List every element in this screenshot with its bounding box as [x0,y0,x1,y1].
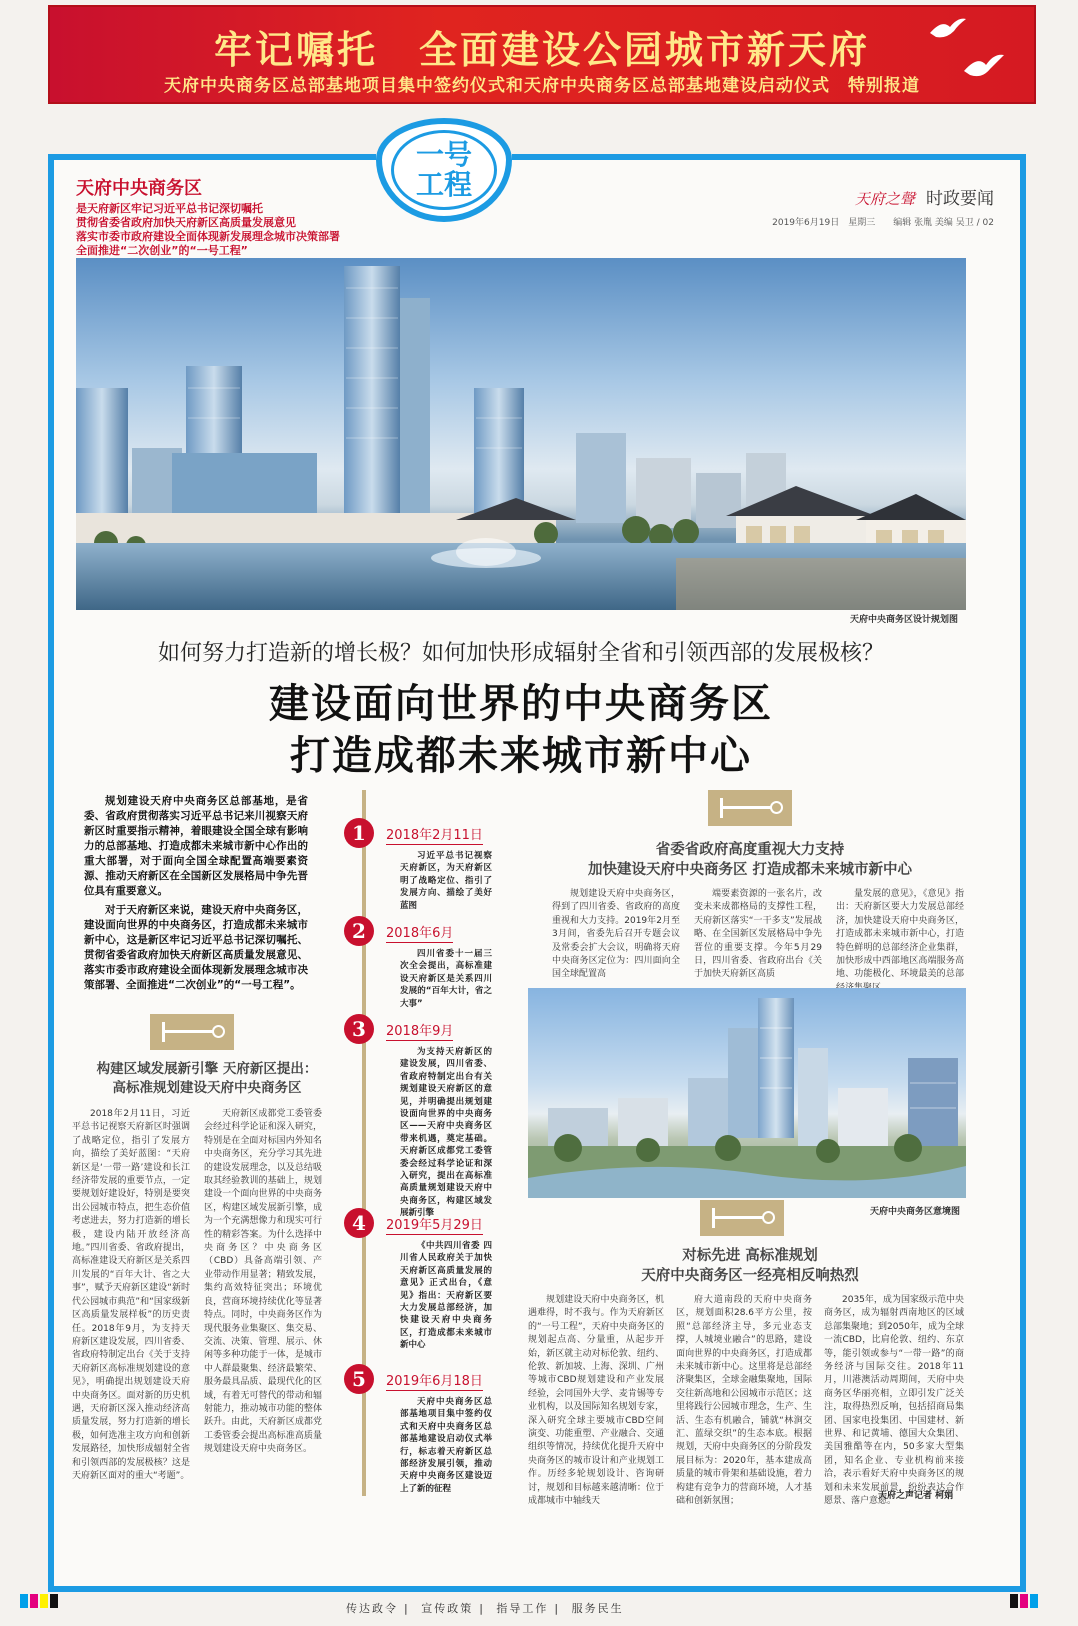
print-color-bar [50,1594,58,1608]
cbd-concept-illustration [528,988,966,1198]
cbd-skyline-illustration [76,258,966,610]
right-bottom-column-2: 府大道南段的天府中央商务区，规划面积28.6平方公里，按照“总部经济主导，多元业态支撑，人城境业融合”的思路，建设面向世界的中央商务区，打造成都未来城市新中心。这里将是总部经济聚集区，全球金融集聚地，国际交往新高地和公园城市示范区；这里将践行公园城市理念，生产、生活、生态有机融合，铺就“林涧交汇、蓝绿交织”的生态本底。根据规划，天府中央商务区的分阶段发展目标为：2020年，基本建成高质量的城市骨架和基础设施，着力构建有竞争力的营商环境，人才基础和创新氛围； [676,1295,812,1507]
timeline-text: 为支持天府新区的建设发展，四川省委、省政府特制定出台有关规划建设天府新区的意见，并明确提出规划建设面向世界的中央商务区——天府中央商务区带来机遇，奠定基础。天府新区成都党工委管委会经过科学论证和深入研究，提出在高标准高质量规划建设天府中央商务区，构建区域发展新引擎 [400,1047,492,1219]
footer-slogan: 传达政令 | 宣传政策 | 指导工作 | 服务民生 [346,1602,624,1615]
category-title: 天府中央商务区 [76,178,202,199]
image-caption: 天府中央商务区设计规划图 [850,615,959,625]
header-line: 贯彻省委省政府加快天府新区高质量发展意见 [76,216,296,229]
timeline-date: 2018年6月 [386,922,453,943]
header-left [76,174,396,258]
right-top-column-2: 端要素资源的一张名片，改变未来成都格局的支撑性工程，天府新区落实“一干多支”发展战略、在全国新区发展格局中争先晋位的重要支撑。今年5月29日，四川省委、省政府出台《关于加快天府新区高质 [694,889,822,980]
left-column-1: 2018年2月11日，习近平总书记视察天府新区时强调了战略定位，指引了发展方向，描绘了美好蓝图：“天府新区是‘一带一路’建设和长江经济带发展的重要节点，一定要规划好建设好，特别是要突出公园城市特点，把生态价值考虑进去，努力打造新的增长极，建设内陆开放经济高地。”四川省委、省政府提出，高标准建设天府新区是关系四川发展的“百年大计、省之大事”，赋予天府新区建设“新时代公园城市典范”和“国家级新区高质量发展样板”的历史责任。2018年9月，为支持天府新区建设发展，四川省委、省政府特制定出台《关于支持天府新区高标准规划建设的意见》，明确提出规划建设天府中央商务区。面对新的历史机遇，天府新区深入推动经济高质量发展，努力打造新的增长极，如何选准主攻方向和创新发展路径，加快形成辐射全省和引领西部的发展极核？这是天府新区面对的重大“考题”。 [72,1109,190,1481]
seal-text: 一号 工程 [391,130,497,210]
cbd-concept-image [528,988,966,1198]
section-name: 时政要闻 [926,189,994,209]
right-bottom-column-3: 2035年，成为国家级示范中央商务区，成为辐射西南地区的区域总部集聚地；到2050年，成为全球一流CBD，比肩伦敦、纽约、东京等，能引领或参与“一带一路”的商务经济与国际交往。2018年11月，川港澳活动周期间，天府中央商务区华丽亮相，立即引发广泛关注，取得热烈反响，包括招商局集团、国家电投集团、中国建材、新世界、和记黄埔、德国大众集团、美国雅酷等在内，50多家大型集团，知名企业、专业机构前来接洽，表示看好天府中央商务区的规划和未来发展前景，纷纷表达合作愿景、落户意愿。 [824,1295,964,1507]
right-top-subhead: 省委省政府高度重视大力支持 加快建设天府中央商务区 打造成都未来城市新中心 [587,841,913,878]
hero-illustration [76,258,966,610]
header-line: 全面推进“二次创业”的“一号工程” [76,244,248,257]
timeline-date: 2019年5月29日 [386,1214,483,1235]
left-column-2: 天府新区成都党工委管委会经过科学论证和深入研究，特别是在全面对标国内外知名中央商务区，充分学习其先进的建设发展理念，以及总结吸取其经验教训的基础上，规划建设一个面向世界的中央商务区，构建区域发展新引擎，成为一个充满想像力和现实可行性的精彩答案。为什么选择中央商务区？中央商务区（CBD）具备高端引领、产业带动作用显著；精致发展，集约高效特征突出；环境优良，营商环境持续优化等显著特点。同时，中央商务区作为现代服务业集聚区、集交易、交流、决策、管理、展示、休闲等多种功能于一体，是城市中人群最聚集、经济最繁荣、服务最具品质、最现代化的区域，有着无可替代的带动和辐射能力，推动城市功能的整体跃升。由此，天府新区成都党工委管委会提出高标准高质量规划建设天府中央商务区。 [204,1109,322,1455]
frame-top-border [512,154,1026,160]
print-color-bar [30,1594,38,1608]
dateline: 2019年6月19日 星期三 编辑 张胤 美编 吴卫 / 02 [772,218,994,228]
section-divider-icon [150,1014,234,1050]
timeline-number: 3 [344,1014,374,1044]
timeline-text: 《中共四川省委 四川省人民政府关于加快天府新区高质量发展的意见》正式出台，《意见》指出：天府新区要大力发展总部经济，加快建设天府中央商务区，打造成都未来城市新中心 [400,1241,492,1351]
timeline-number: 2 [344,916,374,946]
brand-logo: 天府之聲 [854,190,915,208]
intro-paragraph: 规划建设天府中央商务区总部基地，是省委、省政府贯彻落实习近平总书记来川视察天府新区时重要指示精神，着眼建设全国全球有影响力的总部基地、打造成都未来城市新中心作出的重大部署，对于面向全国全球配置高端要素资源、推动天府新区在全国新区发展格局中争先晋位具有重要意义。 [84,795,308,897]
image-caption: 天府中央商务区意境图 [870,1207,961,1217]
banner-subtitle: 天府中央商务区总部基地项目集中签约仪式和天府中央商务区总部基地建设启动仪式 特别报道 [164,76,920,96]
dove-icon [962,51,1006,87]
timeline-date: 2019年6月18日 [386,1370,483,1391]
intro-paragraph: 对于天府新区来说，建设天府中央商务区，建设面向世界的中央商务区，打造成都未来城市新中心，这是新区牢记习近平总书记深切嘱托、贯彻省委省政府加快天府新区高质量发展意见、落实市委市政府建设全面体现新发展理念城市决策部署、全面推进“二次创业”的“一号工程”。 [84,904,308,991]
timeline-number: 4 [344,1208,374,1238]
dove-icon [928,15,968,47]
timeline-number: 5 [344,1364,374,1394]
right-top-column-3: 量发展的意见》，《意见》指出：天府新区要大力发展总部经济，加快建设天府中央商务区，打造成都未来城市新中心，打造特色鲜明的总部经济企业集群，加快形成中西部地区高端服务高地、功能极化、环境最美的总部 [836,889,964,980]
print-color-bar [1020,1594,1028,1608]
left-subhead: 构建区域发展新引擎 天府新区提出： 高标准规划建设天府中央商务区 [96,1061,318,1096]
timeline-date: 2018年2月11日 [386,824,483,845]
headline-line-1: 建设面向世界的中央商务区 [269,681,773,727]
print-color-bar [1030,1594,1038,1608]
headline-question: 如何努力打造新的增长极？如何加快形成辐射全省和引领西部的发展极核？ [157,641,884,666]
print-color-bar [1010,1594,1018,1608]
timeline-date: 2018年9月 [386,1020,453,1041]
headline-line-2: 打造成都未来城市新中心 [290,733,752,779]
section-divider-icon [700,1200,784,1236]
frame-top-border [48,154,376,160]
section-divider-icon [708,790,792,826]
timeline-text: 习近平总书记视察天府新区，为天府新区明了战略定位、指引了发展方向、描绘了美好蓝图 [400,851,492,911]
timeline-text: 四川省委十一届三次全会提出，高标准建设天府新区是关系四川发展的“百年大计，省之大事” [400,949,492,1009]
print-color-bar [40,1594,48,1608]
timeline-text: 天府中央商务区总部基地项目集中签约仪式和天府中央商务区总部基地建设启动仪式举行，标志着天府新区总部经济发展引领，推动天府中央商务区建设迈上了新的征程 [400,1397,492,1494]
header-line: 落实市委市政府建设全面体现新发展理念城市决策部署 [76,230,340,243]
right-bottom-column-1: 规划建设天府中央商务区，机遇难得，时不我与。作为天府新区的“一号工程”，天府中央商务区的规划起点高、分量重，从起步开始，新区就主动对标伦敦、纽约、伦敦、新加坡、上海、深圳、广州等城市CBD规划建设和产业发展经验，会同国外大学、麦肯锡等专业机构，以及国际知名规划专家，深入研究全球主要城市CBD空间演变、功能重塑、产业融合、交通组织等情况，持续优化提升天府中央商务区的城市设计和产业规划工作。历经多轮规划设计、咨询研讨，规划和目标越来越清晰：位于成都城市中轴线天 [528,1295,664,1507]
print-color-bar [20,1594,28,1608]
intro-lead [84,794,308,997]
right-top-column-1: 规划建设天府中央商务区，得到了四川省委、省政府的高度重视和大力支持。2019年2月至3月间，省委先后召开专题会议及常委会扩大会议，明确将天府中央商务区定位为：四川面向全国全球配置高 [552,889,680,980]
timeline-number: 1 [344,818,374,848]
banner-title: 牢记嘱托 全面建设公园城市新天府 [213,28,870,72]
byline: 天府之声记者 柯娟 [878,1491,954,1501]
header-line: 是天府新区牢记习近平总书记深切嘱托 [76,202,263,215]
top-banner [48,5,1036,104]
right-bottom-subhead: 对标先进 高标准规划 天府中央商务区一经亮相反响热烈 [641,1247,859,1284]
header-right [772,184,994,228]
